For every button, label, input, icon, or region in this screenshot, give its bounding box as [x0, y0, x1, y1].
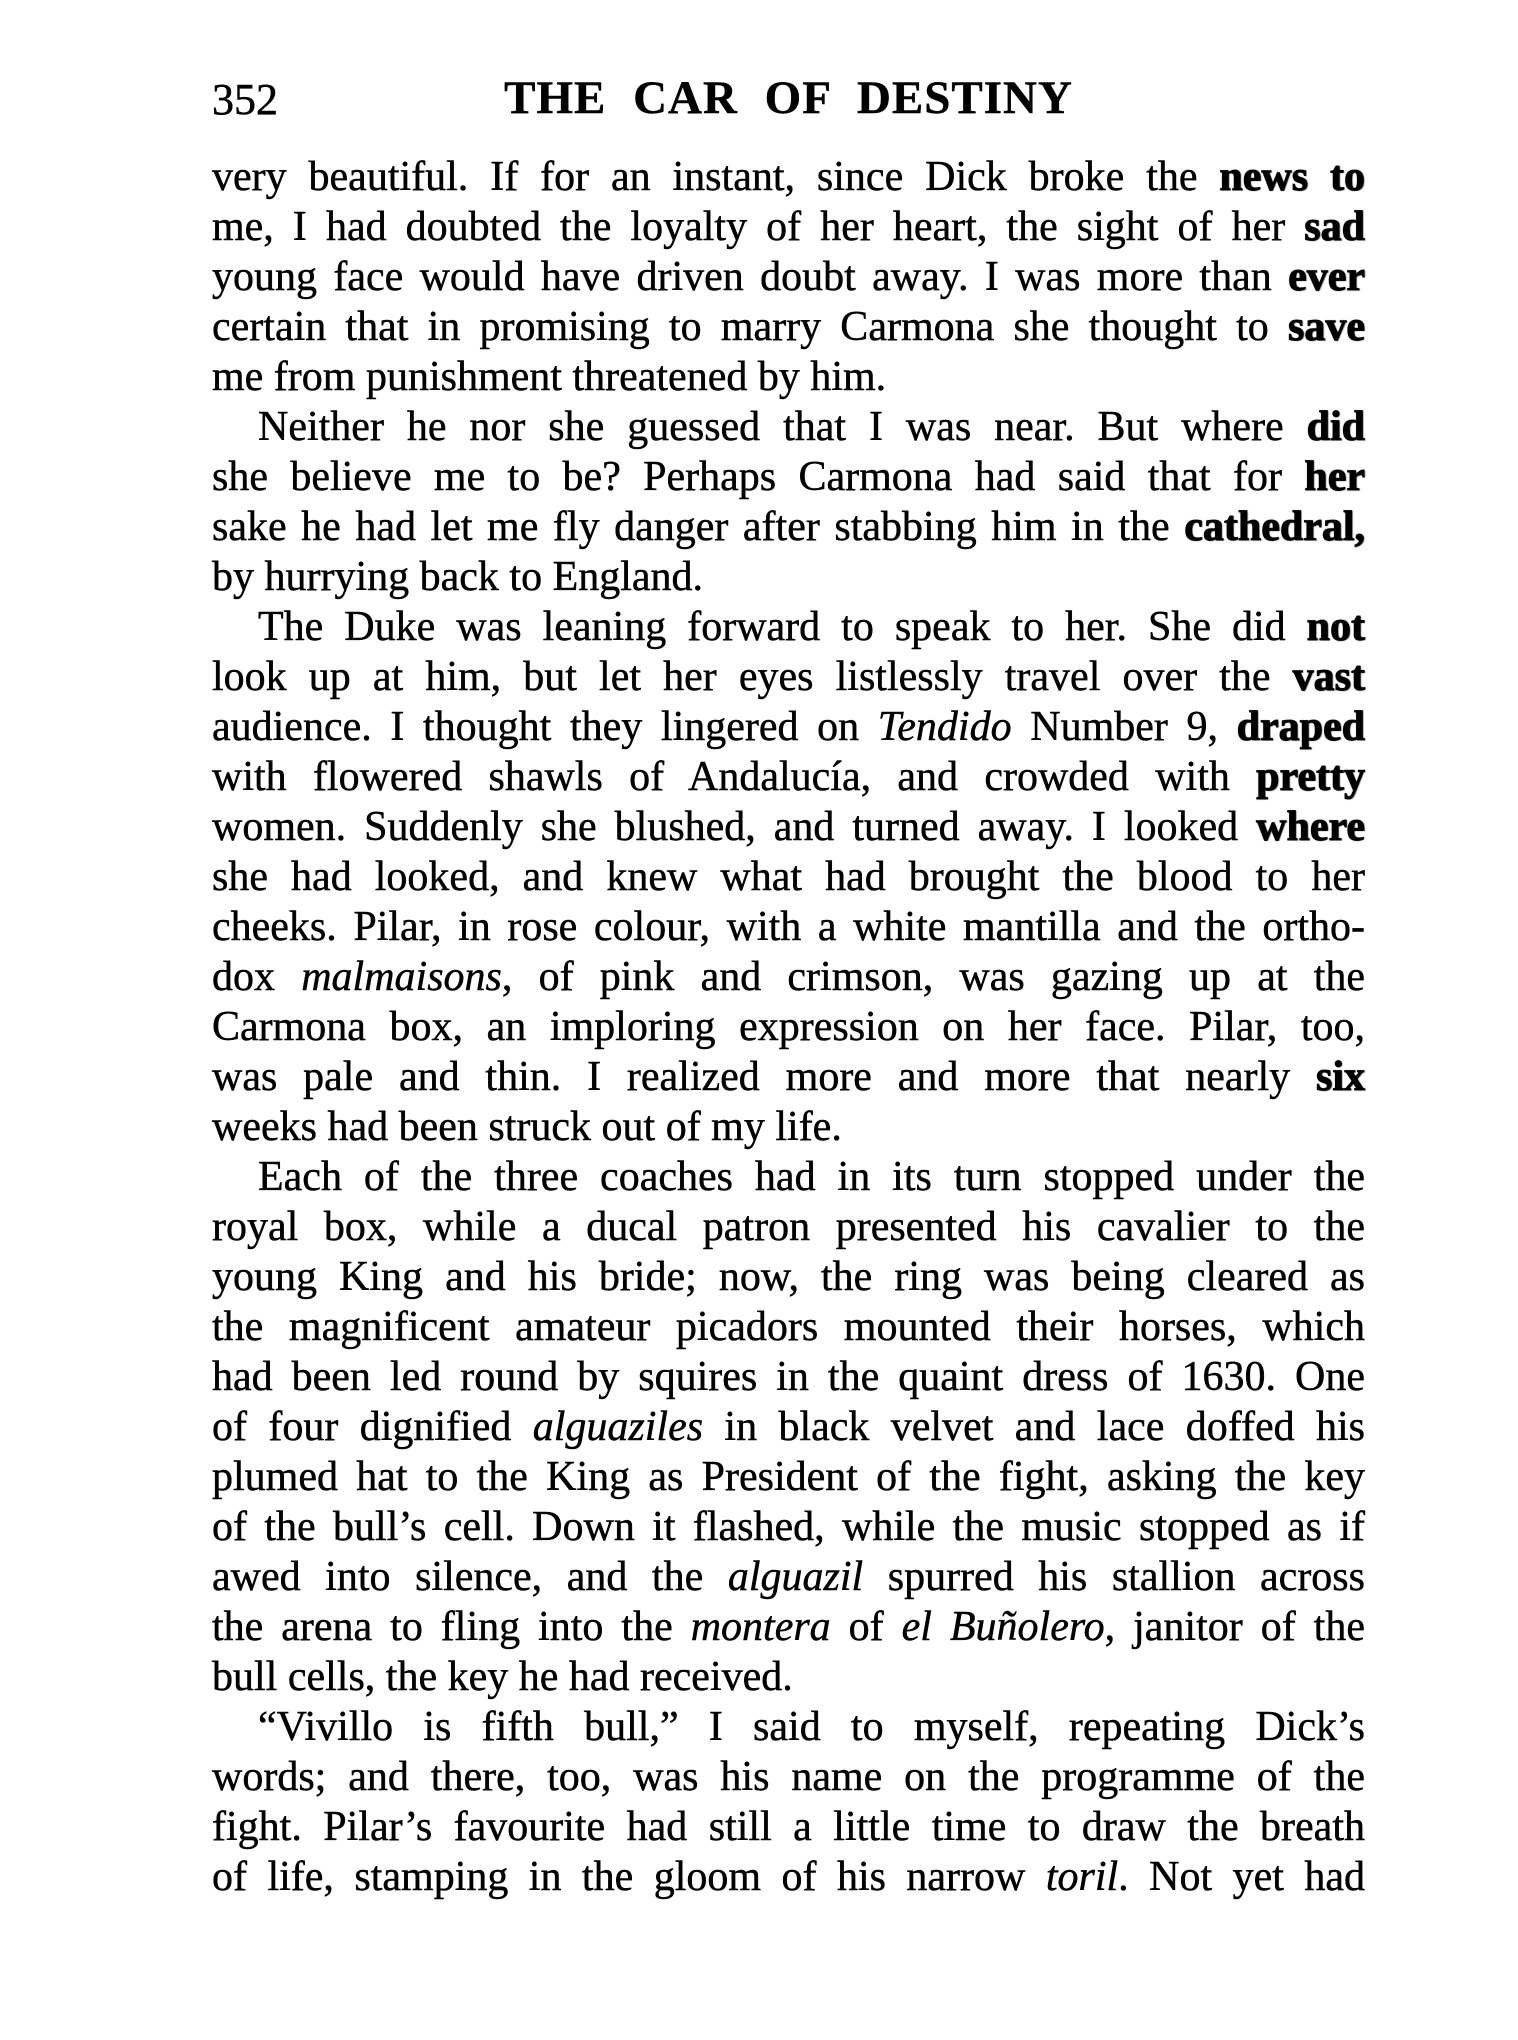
page-number: 352 [212, 75, 278, 124]
text-run: plumed hat to the King as President of the fight, asking the key [212, 1454, 1365, 1500]
text-run: The Duke was leaning forward to speak to her. She did [258, 604, 1307, 650]
text-run: of four dignified [212, 1404, 533, 1450]
text-run: . Not yet had [1118, 1854, 1365, 1900]
italic-run: el Buñolero [901, 1604, 1105, 1650]
text-line [212, 1852, 1365, 1902]
text-run: of [830, 1604, 902, 1650]
text-run: Carmona box, an imploring expression on her face. Pilar, too, [212, 1004, 1365, 1050]
text-line [212, 1502, 1365, 1552]
smudged-ink-run: ever [1288, 254, 1365, 300]
text-line [212, 602, 1365, 652]
text-line [212, 152, 1365, 202]
text-line [212, 1602, 1365, 1652]
text-line [212, 1002, 1365, 1052]
text-run: sake he had let me fly danger after stabbing him in the [212, 504, 1185, 550]
text-run: audience. I thought they lingered on [212, 704, 878, 750]
smudged-ink-run: cathedral, [1184, 504, 1365, 550]
text-run: bull cells, the key he had received. [212, 1654, 793, 1700]
text-line [212, 852, 1365, 902]
text-run: she had looked, and knew what had brought the blood to her [212, 854, 1365, 900]
smudged-ink-run: vast [1292, 654, 1365, 700]
text-run: look up at him, but let her eyes listlessly travel over the [212, 654, 1293, 700]
text-line [212, 1352, 1365, 1402]
text-run: words; and there, too, was his name on the programme of the [212, 1754, 1365, 1800]
italic-run: montera [690, 1604, 831, 1650]
text-run: she believe me to be? Perhaps Carmona had said that for [212, 454, 1305, 500]
text-run: Each of the three coaches had in its turn stopped under the [258, 1154, 1365, 1200]
text-line [212, 1152, 1365, 1202]
text-line [212, 1052, 1365, 1102]
text-line [212, 1302, 1365, 1352]
page-body [212, 152, 1365, 1902]
text-run: weeks had been struck out of my life. [212, 1104, 842, 1150]
text-line [212, 452, 1365, 502]
paragraph [212, 402, 1365, 602]
paragraph [212, 602, 1365, 1152]
text-line [212, 1552, 1365, 1602]
text-run: , of pink and crimson, was gazing up at the [501, 954, 1366, 1000]
smudged-ink-run: news to [1219, 154, 1365, 200]
text-line [212, 652, 1365, 702]
text-line [212, 952, 1365, 1002]
text-run: had been led round by squires in the quaint dress of 1630. One [212, 1354, 1365, 1400]
paragraph [212, 1152, 1365, 1702]
text-run: dox [212, 954, 302, 1000]
text-run: me, I had doubted the loyalty of her heart, the sight of her [212, 204, 1305, 250]
text-line [212, 352, 1365, 402]
italic-run: toril [1045, 1854, 1119, 1900]
text-run: awed into silence, and the [212, 1554, 728, 1600]
paragraph [212, 1702, 1365, 1902]
text-run: by hurrying back to England. [212, 554, 704, 600]
text-run: very beautiful. If for an instant, since Dick broke the [212, 154, 1220, 200]
text-line [212, 1802, 1365, 1852]
smudged-ink-run: her [1304, 454, 1365, 500]
text-line [212, 1452, 1365, 1502]
text-run: Number 9, [1011, 704, 1237, 750]
text-line [212, 1252, 1365, 1302]
smudged-ink-run: sad [1304, 204, 1365, 250]
text-line [212, 252, 1365, 302]
text-run: royal box, while a ducal patron presented his cavalier to the [212, 1204, 1365, 1250]
text-line [212, 702, 1365, 752]
text-run: was pale and thin. I realized more and more that nearly [212, 1054, 1316, 1100]
text-run: young King and his bride; now, the ring was being cleared as [212, 1254, 1365, 1300]
smudged-ink-run: pretty [1256, 754, 1365, 800]
text-line [212, 1752, 1365, 1802]
text-line [212, 552, 1365, 602]
text-run: with flowered shawls of Andalucía, and crowded with [212, 754, 1257, 800]
text-line [212, 1102, 1365, 1152]
text-line [212, 802, 1365, 852]
italic-run: alguazil [727, 1554, 864, 1600]
smudged-ink-run: where [1256, 804, 1365, 850]
italic-run: alguaziles [532, 1404, 704, 1450]
smudged-ink-run: six [1315, 1054, 1365, 1100]
text-run: of life, stamping in the gloom of his narrow [212, 1854, 1046, 1900]
text-run: the magnificent amateur picadors mounted their horses, which [212, 1304, 1365, 1350]
smudged-ink-run: save [1288, 304, 1365, 350]
smudged-ink-run: draped [1236, 704, 1365, 750]
text-line [212, 752, 1365, 802]
text-run: fight. Pilar’s favourite had still a little time to draw the breath [212, 1804, 1365, 1850]
text-run: of the bull’s cell. Down it flashed, while the music stopped as if [212, 1504, 1365, 1550]
text-line [212, 1702, 1365, 1752]
text-run: in black velvet and lace doffed his [703, 1404, 1366, 1450]
text-run: cheeks. Pilar, in rose colour, with a white mantilla and the ortho- [212, 904, 1365, 950]
text-line [212, 1402, 1365, 1452]
smudged-ink-run: did [1306, 404, 1365, 450]
page-header [212, 74, 1365, 126]
text-run: young face would have driven doubt away. I was more than [212, 254, 1289, 300]
text-run: women. Suddenly she blushed, and turned away. I looked [212, 804, 1257, 850]
text-line [212, 1652, 1365, 1702]
paragraph [212, 152, 1365, 402]
italic-run: Tendido [877, 704, 1012, 750]
text-line [212, 502, 1365, 552]
text-line [212, 1202, 1365, 1252]
text-run: the arena to fling into the [212, 1604, 691, 1650]
text-line [212, 402, 1365, 452]
text-run: spurred his stallion across [863, 1554, 1366, 1600]
text-run: “Vivillo is fifth bull,” I said to myself, repeating Dick’s [258, 1704, 1365, 1750]
text-run: , janitor of the [1104, 1604, 1365, 1650]
text-line [212, 902, 1365, 952]
text-run: me from punishment threatened by him. [212, 354, 887, 400]
running-title: THE CAR OF DESTINY [504, 72, 1073, 124]
smudged-ink-run: not [1306, 604, 1365, 650]
text-run: certain that in promising to marry Carmona she thought to [212, 304, 1288, 350]
text-line [212, 202, 1365, 252]
italic-run: malmaisons [301, 954, 502, 1000]
text-run: Neither he nor she guessed that I was near. But where [258, 404, 1307, 450]
text-line [212, 302, 1365, 352]
